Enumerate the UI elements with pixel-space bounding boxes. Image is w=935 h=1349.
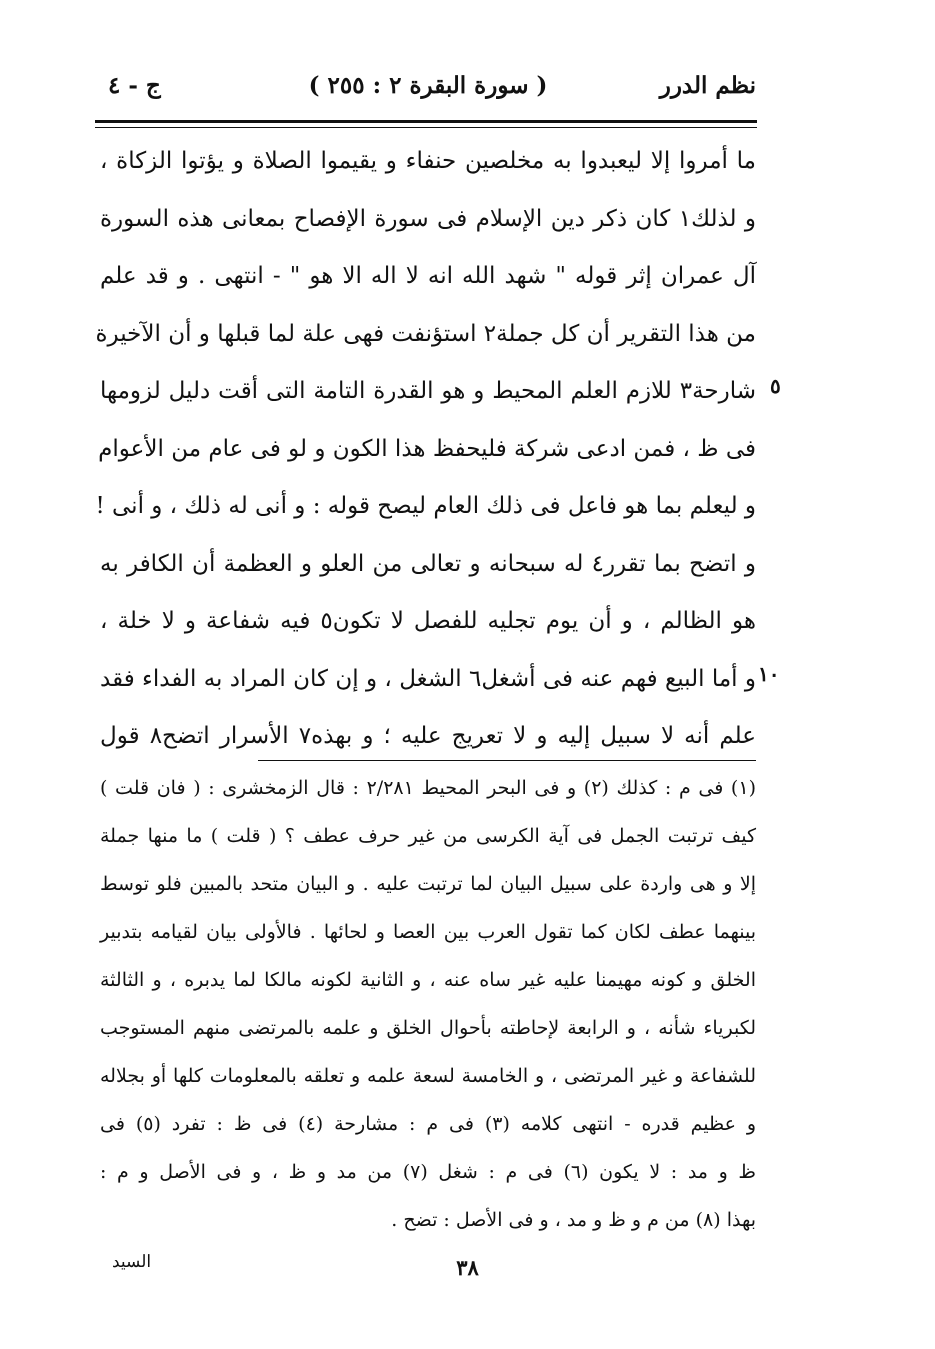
- volume-label: ج - ٤: [108, 72, 161, 99]
- footnote-line: بينهما عطف لكان كما تقول العرب بين العصا و لحائها . فالأولى بيان لقيامه بتدبير: [100, 921, 756, 943]
- signature-mark: السيد: [112, 1252, 152, 1272]
- text-line: فى ظ ، فمن ادعى شركة فليحفظ هذا الكون و لو فى عام من الأعوام: [98, 436, 756, 462]
- text-line: و اتضح بما تقرر٤ له سبحانه و تعالى من العلو و العظمة أن الكافر به: [100, 551, 756, 577]
- line-number-10: ١٠: [758, 662, 780, 686]
- text-line: و ليعلم بما هو فاعل فى ذلك العام ليصح قوله : و أنى له ذلك ، و أنى !: [95, 493, 756, 519]
- header-rule-thin: [95, 127, 757, 128]
- footnote-line: للشفاعة و غير المرتضى ، و الخامسة لسعة علمه و تعلقه بالمعلومات كلها أو بجلاله: [100, 1065, 756, 1087]
- surah-reference: ( سورة البقرة ٢ : ٢٥٥ ): [308, 72, 548, 99]
- footnote-line: الخلق و كونه مهيمنا عليه غير ساه عنه ، و الثانية لكونه مالكا لما يدبره ، و الثالثة: [100, 969, 756, 991]
- book-title: نظم الدرر: [659, 72, 756, 99]
- text-line: ما أمروا إلا ليعبدوا به مخلصين حنفاء و يقيموا الصلاة و يؤتوا الزكاة ،: [100, 148, 756, 174]
- header-rule-thick: [95, 120, 757, 123]
- text-line: و لذلك١ كان ذكر دين الإسلام فى سورة الإفصاح بمعانى هذه السورة: [100, 206, 757, 232]
- text-line: و أما البيع فهم عنه فى أشغل٦ الشغل ، و إن كان المراد به الفداء فقد: [100, 666, 757, 692]
- footnote-line: كيف ترتبت الجمل فى آية الكرسى من غير حرف عطف ؟ ( قلت ) ما منها جملة: [100, 825, 756, 847]
- page-number: ٣٨: [456, 1255, 479, 1280]
- text-line: من هذا التقرير أن كل جملة٢ استؤنفت فهى علة لما قبلها و أن الآخيرة: [95, 321, 756, 347]
- footnote-line: إلا و هى واردة على سبيل البيان لما ترتبت عليه . و البيان متحد بالمبين فلو توسط: [100, 873, 756, 895]
- text-line: هو الظالم ، و أن يوم تجليه للفصل لا تكون٥ فيه شفاعة و لا خلة ،: [100, 608, 756, 634]
- text-line: آل عمران إثر قوله " شهد الله انه لا اله الا هو " - انتهى . و قد علم: [100, 263, 756, 289]
- text-line: شارحة٣ للازم العلم المحيط و هو القدرة التامة التى أقت دليل لزومها: [100, 378, 756, 404]
- footnote-line: (١) فى م : كذلك (٢) و فى البحر المحيط ٢/٢٨١ : قال الزمخشرى : ( فان قلت ): [100, 777, 756, 799]
- footnote-separator: [258, 760, 756, 761]
- footnote-line: و عظيم قدره - انتهى كلامه (٣) فى م : مشارحة (٤) فى ظ : تفرد (٥) فى: [100, 1113, 757, 1135]
- text-line: علم أنه لا سبيل إليه و لا تعريج عليه ؛ و بهذه٧ الأسرار اتضح٨ قول: [100, 723, 757, 749]
- line-number-5: ٥: [770, 374, 781, 398]
- page-header: [100, 72, 756, 112]
- footnote-line: ظ و مد : لا يكون (٦) فى م : شغل (٧) من مد و ظ ، و فى الأصل و م :: [100, 1161, 756, 1183]
- footnote-line: بهذا (٨) من م و ظ و مد ، و فى الأصل : تضح .: [391, 1209, 756, 1231]
- footnote-line: لكبرياء شأنه ، و الرابعة لإحاطته بأحوال الخلق و علمه بالمرتضى منهم المستوجب: [100, 1017, 756, 1039]
